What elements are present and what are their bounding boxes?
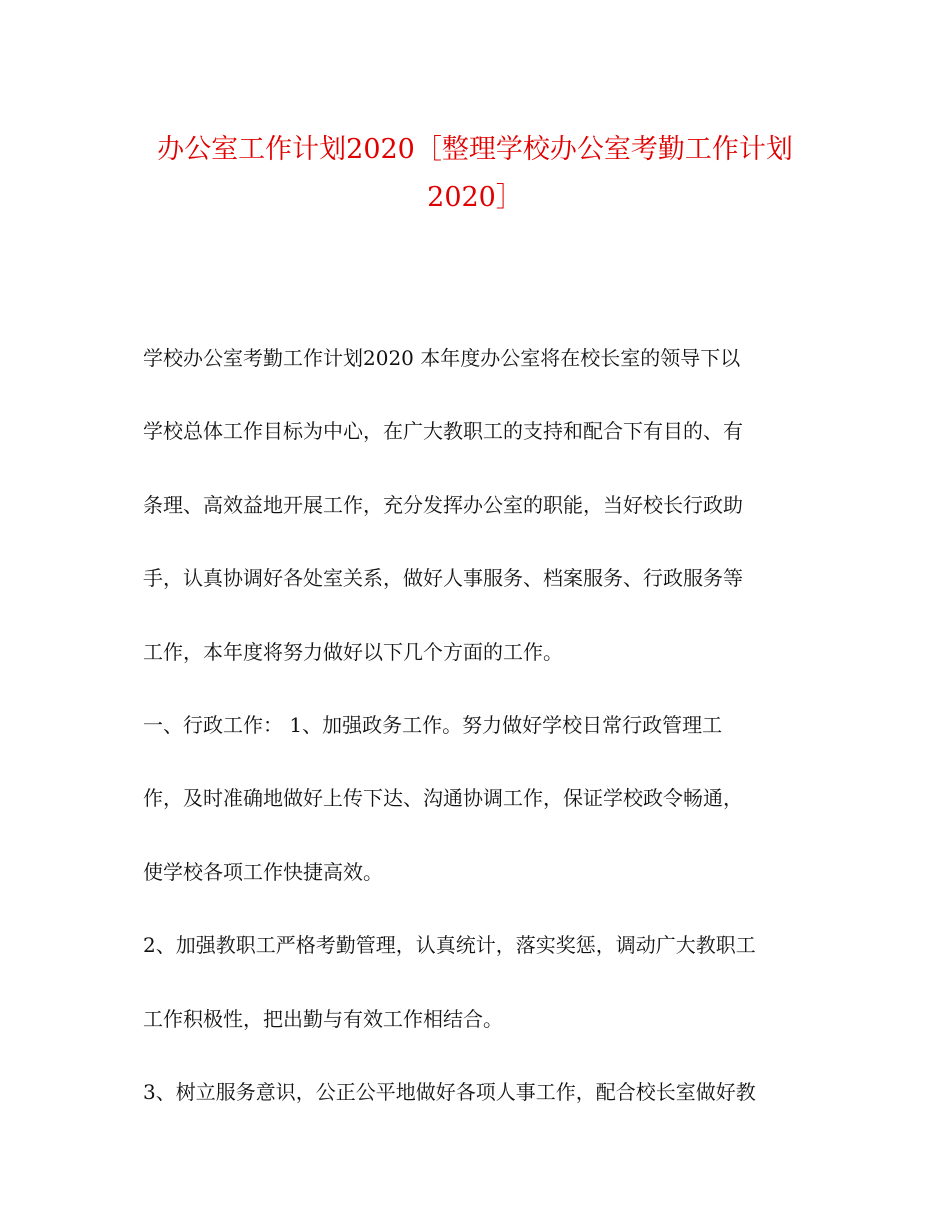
body-line: 使学校各项工作快捷高效。 <box>143 859 383 884</box>
body-line: 学校办公室考勤工作计划2020 本年度办公室将在校长室的领导下以 <box>143 346 741 370</box>
body-line: 一、行政工作： 1、加强政务工作。努力做好学校日常行政管理工 <box>143 712 723 737</box>
document-title <box>120 126 830 222</box>
title-line-1: 办公室工作计划2020［整理学校办公室考勤工作计划 <box>157 134 793 165</box>
document-body <box>143 336 823 1143</box>
body-line: 作，及时准确地做好上传下达、沟通协调工作，保证学校政令畅通， <box>143 786 743 811</box>
body-line: 3、树立服务意识，公正公平地做好各项人事工作，配合校长室做好教 <box>143 1079 756 1104</box>
body-line: 条理、高效益地开展工作，充分发挥办公室的职能，当好校长行政助 <box>143 492 743 517</box>
body-line: 工作积极性，把出勤与有效工作相结合。 <box>143 1006 503 1031</box>
title-line-2: 2020］ <box>427 182 523 213</box>
body-line: 2、加强教职工严格考勤管理，认真统计，落实奖惩，调动广大教职工 <box>143 933 756 958</box>
body-line: 工作，本年度将努力做好以下几个方面的工作。 <box>143 639 563 664</box>
body-line: 学校总体工作目标为中心，在广大教职工的支持和配合下有目的、有 <box>143 419 743 444</box>
body-line: 手，认真协调好各处室关系，做好人事服务、档案服务、行政服务等 <box>143 566 743 591</box>
